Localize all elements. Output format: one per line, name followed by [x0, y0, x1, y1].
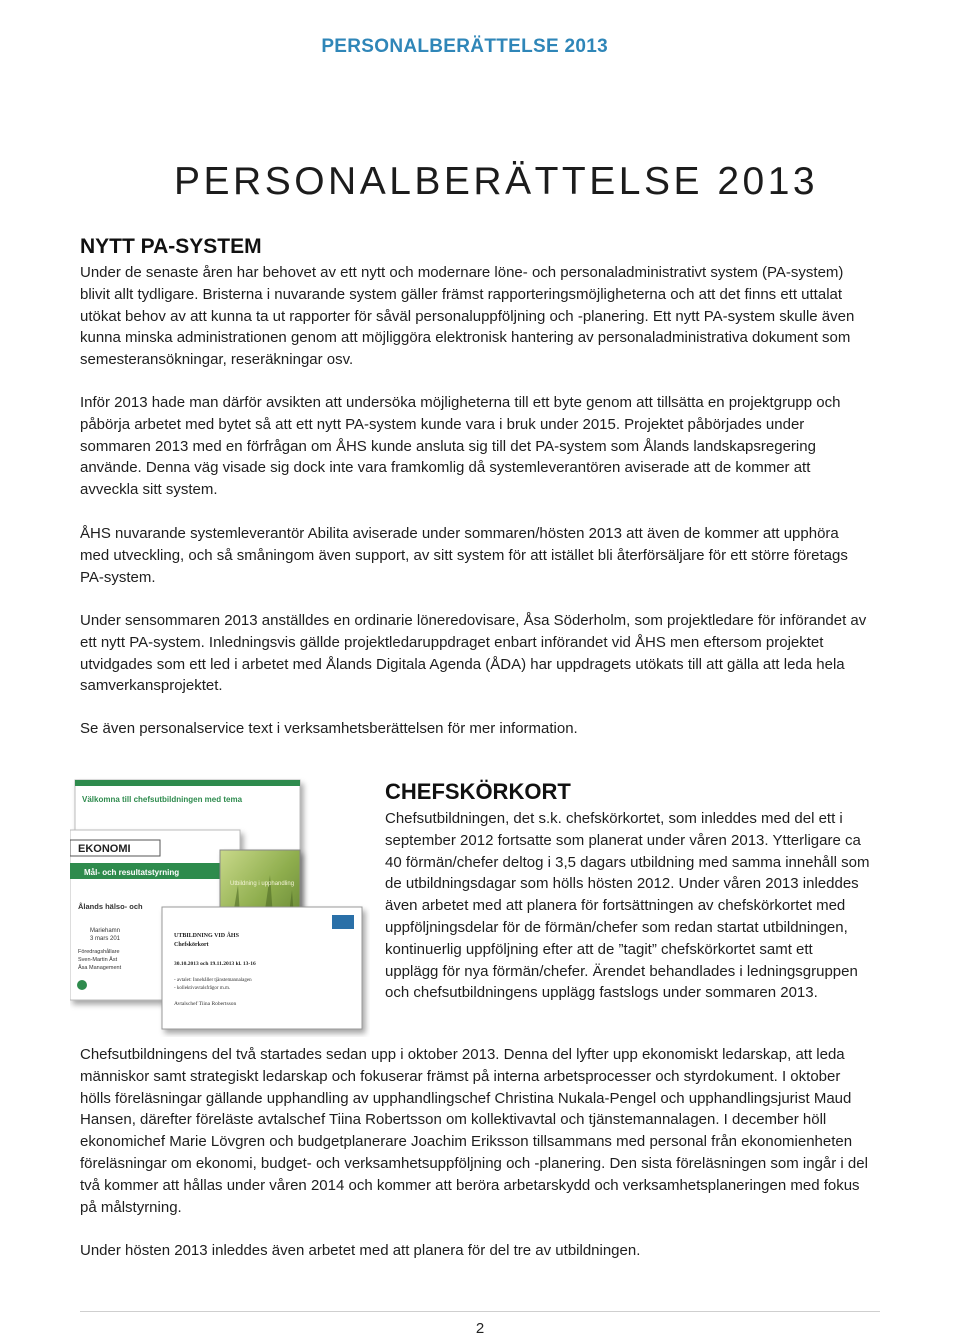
- footer-rule: [80, 1311, 880, 1312]
- page-number: 2: [475, 1320, 485, 1337]
- running-header: PERSONALBERÄTTELSE 2013: [321, 36, 608, 57]
- paragraph-pa-project-lead: Under sensommaren 2013 anställdes en ordinarie löneredovisare, Åsa Söderholm, som projektledare för införandet av ett nytt PA-system. Inledningsvis gällde projektledaruppdraget enbart införandet vid ÅHS men eftersom projektet utvidgades som ett led i arbetet med Ålands Digitala Agenda (ÅDA) har uppdragets utökats till att gälla att leda hela samverkansprojektet.: [80, 612, 867, 695]
- slide-ekonomi-line: Ålands hälso- och: [78, 902, 143, 911]
- slide-course-line5: - kollektivavtalsfrågor m.m.: [174, 986, 231, 991]
- slide-course-line2: Chefskörkort: [174, 942, 209, 948]
- slide-course-line3: 30.10.2013 och 19.11.2013 kl. 13-16: [174, 961, 256, 967]
- paragraph-pa-see-also: Se även personalservice text i verksamhetsberättelsen för mer information.: [80, 720, 578, 737]
- slide-course-info: [162, 907, 362, 1029]
- paragraph-chefskorkort-part2: Chefsutbildningens del två startades sedan upp i oktober 2013. Denna del lyfter upp ekonomiskt ledarskap, att leda människor samt strategiskt ledarskap och fokuserar främst på interna arbetsprocesser och styrdokument. I oktober hölls föreläsningar gällande upphandling av upphandlingschef Christina Nukala-Pengel och upphandlingsjurist Maud Hansen, därefter föreläste avtalschef Tiina Robertsson om kollektivavtal och tjänstemannalagen. I december höll ekonomichef Marie Lövgren och budgetplanerare Joachim Eriksson tillsammans med personal från ekonomienheten föreläsningar om ekonomi, budget- och verksamhetsuppföljning och -planering. Den sista föreläsningen som ingår i del två kommer att hållas under våren 2014 och kommer att beröra arbetarskydd och verksamhetsplaneringen med fokus på målstyrning.: [80, 1046, 868, 1216]
- slide-logo-icon: [77, 980, 87, 990]
- slide-welcome-title: Välkomna till chefsutbildningen med tema: [82, 795, 243, 804]
- slide-ekonomi-small4: Sven-Martin Åst: [78, 957, 118, 963]
- slide-ekonomi-small2: 3 mars 201: [90, 936, 121, 942]
- section-heading-pa-system: NYTT PA-SYSTEM: [80, 235, 262, 258]
- paragraph-chefskorkort-intro: Chefsutbildningen, det s.k. chefskörkortet, som inleddes med del ett i september 2012 fortsatte som planerat under våren 2013. Ytterligare ca 40 förmän/chefer deltog i 3,5 dagars utbildning med samma innehåll som de utbildningsdagar som hölls hösten 2012. Under våren 2013 inleddes även arbetet med att planera för fortsättningen av chefskörkortet med uppföljningsdelar för de förmän/chefer som redan startat utbildningen, kontinuerlig uppföljning efter att de ”tagit” chefskörkortet samt ett upplägg för nya förmän/chefer. Ärendet behandlades i ledningsgruppen och chefsutbildningens upplägg fastslogs under sommaren 2013.: [385, 810, 870, 1002]
- slide-course-line6: Avtalschef Tiina Robertsson: [174, 1001, 237, 1007]
- paragraph-pa-intro: Under de senaste åren har behovet av ett nytt och modernare löne- och personaladministrativt system (PA-system) blivit allt tydligare. Bristerna i nuvarande system gäller främst rapporteringsmöjligheterna och att det finns ett uttalat utökat behov av att kunna ta ut rapporter för såväl personaluppföljning och -planering. Ett nytt PA-system skulle även kunna minska administrationen genom att möjliggöra elektronisk hantering av personaladministrativa dokument som semesteransökningar, reseräkningar osv.: [80, 264, 855, 369]
- slide-logo-badge-icon: [332, 915, 354, 929]
- slide-ekonomi-small5: Åsa Management: [78, 965, 122, 971]
- section-heading-chefskorkort: CHEFSKÖRKORT: [385, 779, 571, 804]
- slide-course-line4: - avtalet: Innehåller tjänstemannalagen: [174, 978, 252, 983]
- page-title: PERSONALBERÄTTELSE 2013: [174, 160, 819, 203]
- slide-ekonomi-small1: Mariehamn: [90, 928, 121, 934]
- paragraph-pa-plan: Inför 2013 hade man därför avsikten att undersöka möjligheterna till ett byte genom att tillsätta en projektgrupp och påbörja arbetet med bytet så att ett nytt PA-system kunde vara i bruk under 2015. Projektet påbörjades under sommaren 2013 med en förfrågan om ÅHS kunde ansluta sig till det PA-system som Ålands landskapsregering använde. Denna väg visade sig dock inte vara framkomlig då systemleverantören aviserade att de kommer att avveckla sitt system.: [80, 394, 841, 499]
- paragraph-chefskorkort-part3: Under hösten 2013 inleddes även arbetet med att planera för del tre av utbildningen.: [80, 1242, 641, 1259]
- course-slides-figure: [70, 775, 370, 1037]
- slide-course-line1: UTBILDNING VID ÅHS: [174, 933, 239, 939]
- slide-upphandling-title: Utbildning i upphandling: [230, 881, 295, 887]
- slide-ekonomi-small3: Föredragshållare: [78, 949, 120, 955]
- slide-ekonomi-title: EKONOMI: [78, 843, 131, 855]
- slide-ekonomi-subtitle: Mål- och resultatstyrning: [84, 868, 180, 877]
- slides-illustration: [70, 775, 370, 1037]
- paragraph-pa-abilita: ÅHS nuvarande systemleverantör Abilita aviserade under sommaren/hösten 2013 att även de kommer att upphöra med utveckling, och så småningom även support, av sitt system för att istället bli återförsäljare för ett större företags PA-system.: [80, 525, 848, 586]
